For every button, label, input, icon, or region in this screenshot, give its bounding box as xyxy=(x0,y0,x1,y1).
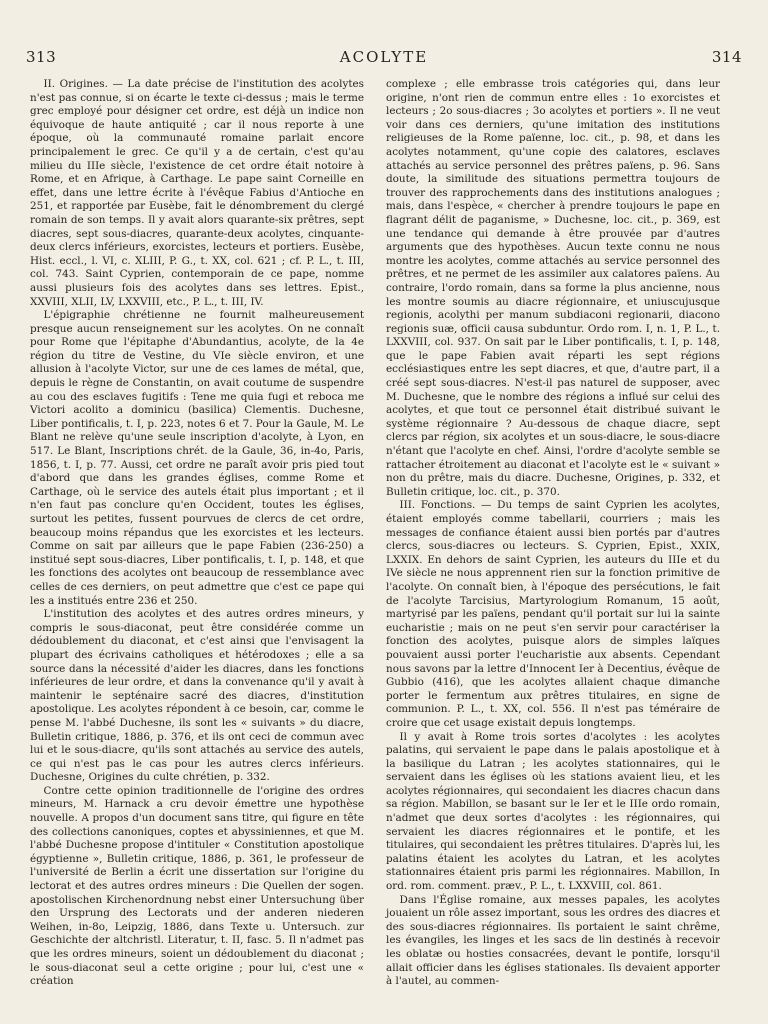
left-column xyxy=(30,78,364,989)
paragraph: complexe ; elle embrasse trois catégories qui, dans leur origine, n'ont rien de commun entre elles : 1o exorcistes et lecteurs ; 2o sous-diacres ; 3o acolytes et portiers ». Il ne veut voir dans ces derniers, qu'une imitation des institutions religieuses de la Rome païenne, loc. cit., p. 98, et dans les acolytes notamment, qu'une copie des calatores, esclaves attachés au service personnel des prêtres païens, p. 96. Sans doute, la similitude des situations permettra toujours de trouver des rapprochements dans des institutions analogues ; mais, dans l'espèce, « chercher à prendre toujours le pape en flagrant délit de paganisme, » Duchesne, loc. cit., p. 369, est une tendance qui demande à être prouvée par d'autres arguments que des hypothèses. Aucun texte connu ne nous montre les acolytes, comme attachés au service personnel des prêtres, et ne permet de les assimiler aux calatores païens. Au contraire, l'ordo romain, dans sa forme la plus ancienne, nous les montre soumis au diacre régionnaire, et uniuscujusque regionis, acolythi per manum subdiaconi regionarii, diacono regionis suæ, officii causa subduntur. Ordo rom. I, n. 1, P. L., t. LXXVIII, col. 937. On sait par le Liber pontificalis, t. I, p. 148, que le pape Fabien avait réparti les sept régions ecclésiastiques entre les sept diacres, et que, d'autre part, il a créé sept sous-diacres. N'est-il pas naturel de supposer, avec M. Duchesne, que le nombre des régions a influé sur celui des acolytes, et que tout ce personnel était distribué suivant le système régionnaire ? Au-dessous de chaque diacre, sept clercs par région, six acolytes et un sous-diacre, le sous-diacre n'étant que l'acolyte en chef. Ainsi, l'ordre d'acolyte semble se rattacher étroitement au diaconat et l'acolyte est le « suivant » non du prêtre, mais du diacre. Duchesne, Origines, p. 332, et Bulletin critique, loc. cit., p. 370. xyxy=(386,78,720,498)
paragraph: L'institution des acolytes et des autres ordres mineurs, y compris le sous-diaconat, peut être considérée comme un dédoublement du diaconat, et c'est ainsi que l'envisagent la plupart des écrivains catholiques et hétérodoxes ; elle a sa source dans la nécessité d'aider les diacres, dans les fonctions inférieures de leur ordre, et dans la convenance qu'il y avait à maintenir le septénaire sacré des diacres, d'institution apostolique. Les acolytes répondent à ce besoin, car, comme le pense M. l'abbé Duchesne, ils sont les « suivants » du diacre, Bulletin critique, 1886, p. 376, et ils ont ceci de commun avec lui et le sous-diacre, qu'ils sont attachés au service des autels, ce qui n'est pas le cas pour les autres clercs inférieurs. Duchesne, Origines du culte chrétien, p. 332. xyxy=(30,608,364,784)
paragraph: Dans l'Église romaine, aux messes papales, les acolytes jouaient un rôle assez important, sous les ordres des diacres et des sous-diacres régionnaires. Ils portaient le saint chrême, les évangiles, les linges et les sacs de lin destinés à recevoir les oblatæ ou hosties consacrées, devant le pontife, lorsqu'il allait officier dans les églises stationales. Ils devaient apporter à l'autel, au commen- xyxy=(386,893,720,988)
page-title: ACOLYTE xyxy=(339,48,429,66)
running-header xyxy=(26,48,742,70)
paragraph: II. Origines. — La date précise de l'institution des acolytes n'est pas connue, si on écarte le texte ci-dessus ; mais le terme grec employé pour désigner cet ordre, est déjà un indice non équivoque de haute antiquité ; car il nous reporte à une époque, où la communauté romaine parlait encore principalement le grec. Ce qu'il y a de certain, c'est qu'au milieu du IIIe siècle, l'existence de cet ordre était notoire à Rome, et en Afrique, à Carthage. Le pape saint Corneille en effet, dans une lettre écrite à l'évêque Fabius d'Antioche en 251, et rapportée par Eusèbe, fait le dénombrement du clergé romain de son temps. Il y avait alors quarante-six prêtres, sept diacres, sept sous-diacres, quarante-deux acolytes, cinquante-deux clercs inférieurs, exorcistes, lecteurs et portiers. Eusèbe, Hist. eccl., l. VI, c. XLIII, P. G., t. XX, col. 621 ; cf. P. L., t. III, col. 743. Saint Cyprien, contemporain de ce pape, nomme aussi plusieurs fois des acolytes dans ses lettres. Epist., XXVIII, XLII, LV, LXXVIII, etc., P. L., t. III, IV. xyxy=(30,78,364,308)
paragraph: III. Fonctions. — Du temps de saint Cyprien les acolytes, étaient employés comme tabellarii, courriers ; mais les messages de confiance étaient aussi bien portés par d'autres clercs, sous-diacres ou lecteurs. S. Cyprien, Epist., XXIX, LXXIX. En dehors de saint Cyprien, les auteurs du IIIe et du IVe siècle ne nous apprennent rien sur la fonction primitive de l'acolyte. On connaît bien, à l'époque des persécutions, le fait de l'acolyte Tarcisius, Martyrologium Romanum, 15 août, martyrisé par les païens, pendant qu'il portait sur lui la sainte eucharistie ; mais on ne peut s'en servir pour caractériser la fonction des acolytes, puisque alors de simples laïques pouvaient aussi porter l'eucharistie aux absents. Cependant nous savons par la lettre d'Innocent Ier à Decentius, évêque de Gubbio (416), que les acolytes allaient chaque dimanche porter le fermentum aux prêtres titulaires, en signe de communion. P. L., t. XX, col. 556. Il n'est pas téméraire de croire que cet usage existait depuis longtemps. xyxy=(386,499,720,729)
paragraph: Contre cette opinion traditionnelle de l'origine des ordres mineurs, M. Harnack a cru devoir émettre une hypothèse nouvelle. A propos d'un document sans titre, qui figure en tête des collections canoniques, coptes et abyssiniennes, et que M. l'abbé Duchesne propose d'intituler « Constitution apostolique égyptienne », Bulletin critique, 1886, p. 361, le professeur de l'université de Berlin a écrit une dissertation sur l'origine du lectorat et des autres ordres mineurs : Die Quellen der sogen. apostolischen Kirchenordnung nebst einer Untersuchung über den Ursprung des Lectorats und der anderen niederen Weihen, in-8o, Leipzig, 1886, dans Texte u. Untersuch. zur Geschichte der altchristl. Literatur, t. II, fasc. 5. Il n'admet pas que les ordres mineurs, soient un dédoublement du diaconat ; le sous-diaconat seul a cette origine ; pour lui, c'est une « création xyxy=(30,784,364,988)
right-column xyxy=(386,78,720,989)
paragraph: Il y avait à Rome trois sortes d'acolytes : les acolytes palatins, qui servaient le pape dans le palais apostolique et à la basilique du Latran ; les acolytes stationnaires, qui le servaient dans les églises où les stations avaient lieu, et les acolytes régionnaires, qui secondaient les diacres chacun dans sa région. Mabillon, se basant sur le Ier et le IIIe ordo romain, n'admet que deux sortes d'acolytes : les régionnaires, qui servaient les diacres régionnaires et le pontife, et les titulaires, qui secondaient les prêtres titulaires. D'après lui, les palatins étaient les acolytes du Latran, et les acolytes stationnaires étaient pris parmi les régionnaires. Mabillon, In ord. rom. comment. præv., P. L., t. LXXVIII, col. 861. xyxy=(386,730,720,893)
paragraph: L'épigraphie chrétienne ne fournit malheureusement presque aucun renseignement sur les acolytes. On ne connaît pour Rome que l'épitaphe d'Abundantius, acolyte, de la 4e région du titre de Vestine, du VIe siècle environ, et une allusion à l'acolyte Victor, sur une de ces lames de métal, que, depuis le règne de Constantin, on avait coutume de suspendre au cou des esclaves fugitifs : Tene me quia fugi et reboca me Victori acolito a dominicu (basilica) Clementis. Duchesne, Liber pontificalis, t. I, p. 223, notes 6 et 7. Pour la Gaule, M. Le Blant ne relève qu'une seule inscription d'acolyte, à Lyon, en 517. Le Blant, Inscriptions chrét. de la Gaule, 36, in-4o, Paris, 1856, t. I, p. 77. Aussi, cet ordre ne paraît avoir pris pied tout d'abord que dans les grandes églises, comme Rome et Carthage, où le service des autels était plus important ; et il n'en faut pas conclure qu'en Occident, toutes les églises, surtout les petites, fussent pourvues de clercs de cet ordre, beaucoup moins répandus que les exorcistes et les lecteurs. Comme on sait par ailleurs que le pape Fabien (236-250) a institué sept sous-diacres, Liber pontificalis, t. I, p. 148, et que les fonctions des acolytes ont beaucoup de ressemblance avec celles de ces derniers, on peut admettre que c'est ce pape qui les a institués entre 236 et 250. xyxy=(30,309,364,607)
page-number-left: 313 xyxy=(26,48,57,66)
page-number-right: 314 xyxy=(711,48,742,66)
